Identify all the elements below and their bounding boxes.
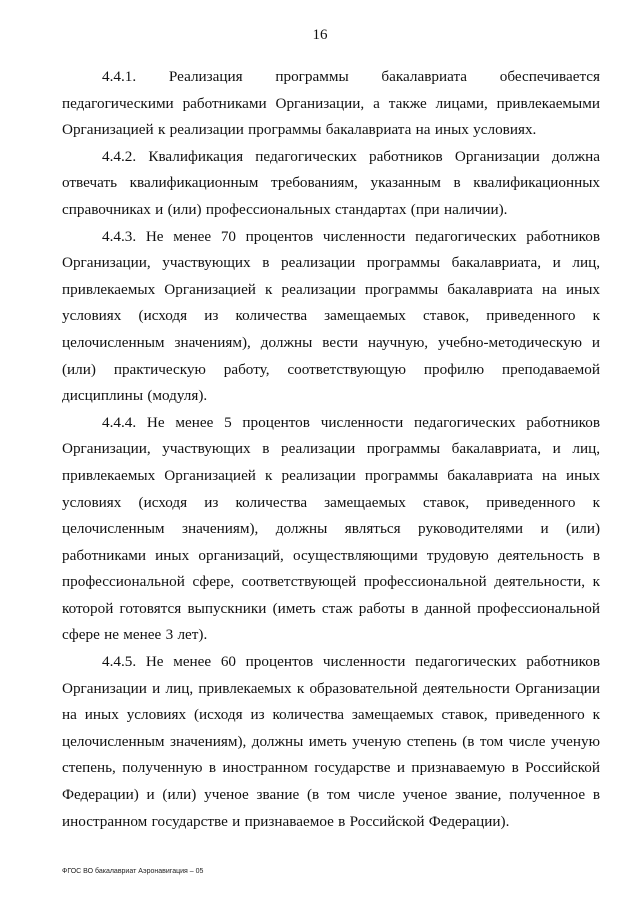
page-footer: ФГОС ВО бакалавриат Аэронавигация – 05 [62,868,204,875]
document-body [62,64,600,835]
page-number: 16 [312,27,328,43]
paragraph-4-4-1: 4.4.1. Реализация программы бакалавриата обеспечивается педагогическими работниками Организации, а также лицами, привлекаемыми Организацией к реализации программы бакалавриата на иных условиях. [62,68,600,139]
paragraph-4-4-3: 4.4.3. Не менее 70 процентов численности педагогических работников Организации, участвующих в реализации программы бакалавриата, и лиц, привлекаемых Организацией к реализации программы бакалавриата на иных условиях (исходя из количества замещаемых ставок, приведенного к целочисленным значениям), должны вести научную, учебно-методическую и (или) практическую работу, соответствующую профилю преподаваемой дисциплины (модуля). [62,227,600,405]
paragraph-4-4-4: 4.4.4. Не менее 5 процентов численности педагогических работников Организации, участвующих в реализации программы бакалавриата, и лиц, привлекаемых Организацией к реализации программы бакалавриата на иных условиях (исходя из количества замещаемых ставок, приведенного к целочисленным значениям), должны являться руководителями и (или) работниками иных организаций, осуществляющими трудовую деятельность в профессиональной сфере, соответствующей профессиональной деятельности, к которой готовятся выпускники (иметь стаж работы в данной профессиональной сфере не менее 3 лет). [62,413,600,644]
paragraph-4-4-5: 4.4.5. Не менее 60 процентов численности педагогических работников Организации и лиц, привлекаемых к образовательной деятельности Организации на иных условиях (исходя из количества замещаемых ставок, приведенного к целочисленным значениям), должны иметь ученую степень (в том числе ученую степень, полученную в иностранном государстве и признаваемую в Российской Федерации) и (или) ученое звание (в том числе ученое звание, полученное в иностранном государстве и признаваемое в Российской Федерации). [62,653,600,830]
paragraph-4-4-2: 4.4.2. Квалификация педагогических работников Организации должна отвечать квалификационным требованиям, указанным в квалификационных справочниках и (или) профессиональных стандартах (при наличии). [62,147,600,218]
